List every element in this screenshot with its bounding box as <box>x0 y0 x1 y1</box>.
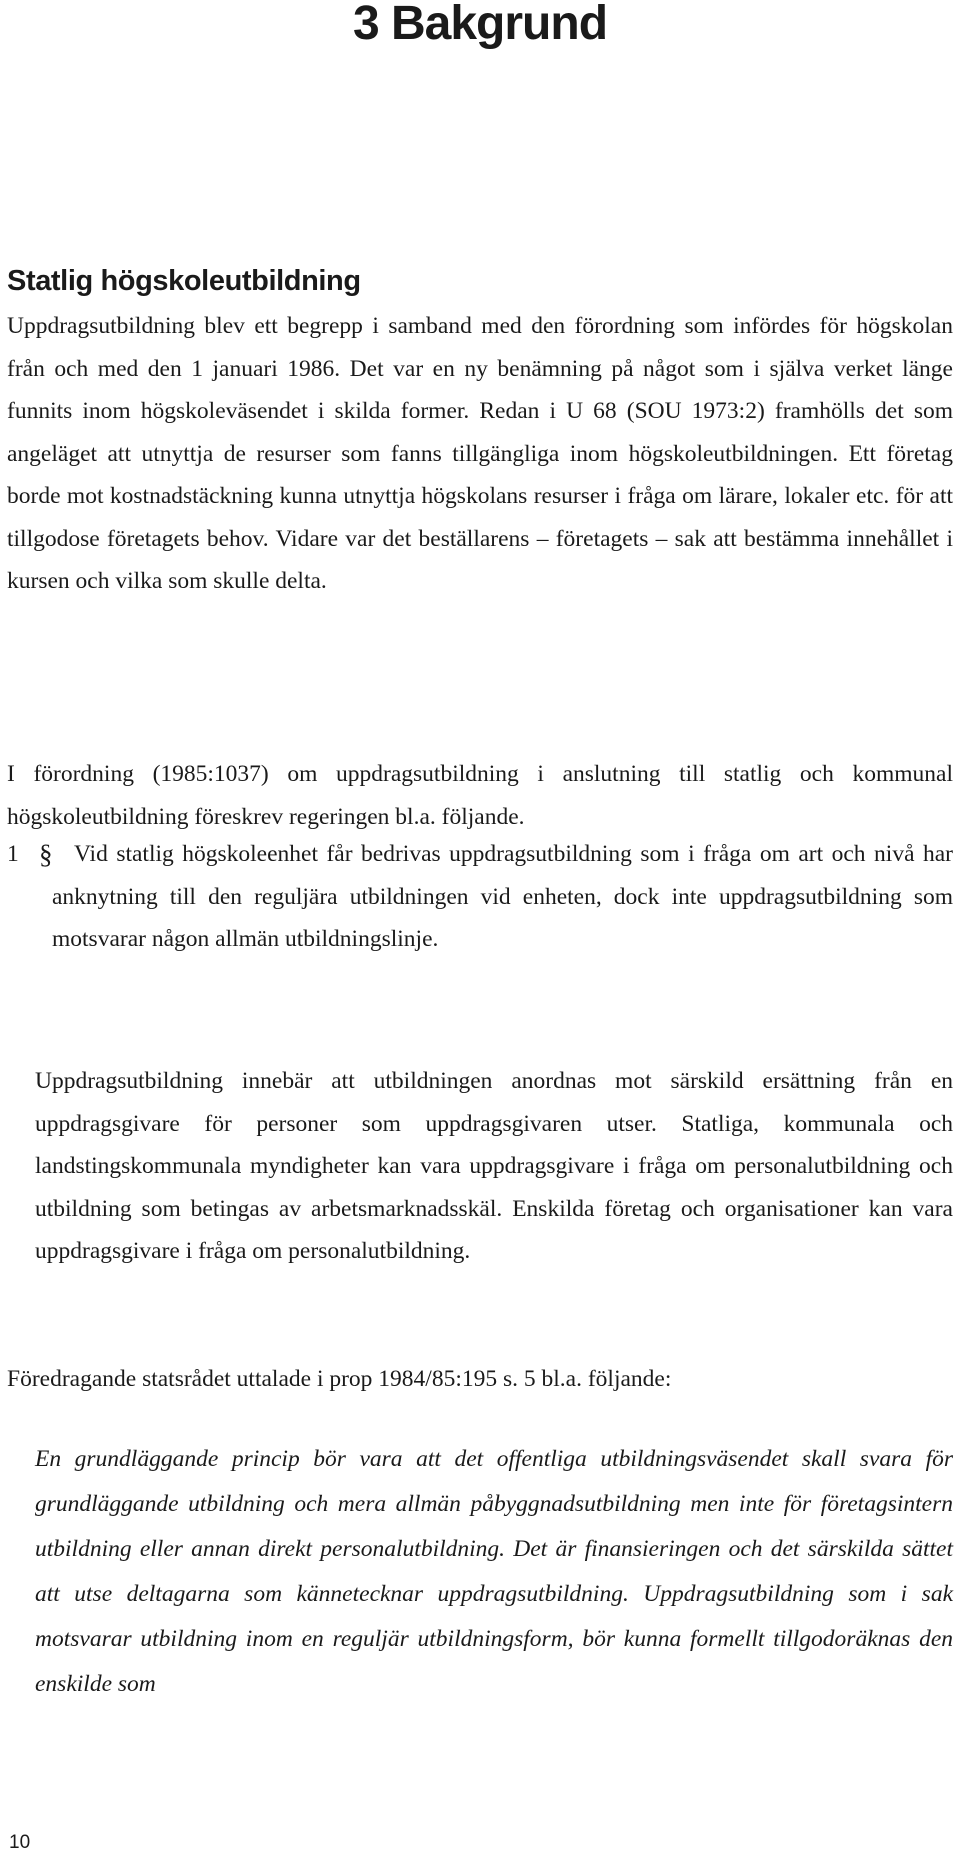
chapter-title: 3 Bakgrund <box>352 0 608 50</box>
page-number: 10 <box>9 1832 31 1853</box>
section-sign-icon: § <box>39 839 53 869</box>
statute-number: 1 <box>7 841 19 867</box>
block-quote: En grundläggande princip bör vara att det offentliga utbildningsväsendet skall svara för grundläggande utbildning och mera allmän påbyggnadsutbildning men inte för företagsintern utbildning eller annan direkt personalutbildning. Det är finansieringen och det särskilda sättet att utse deltagarna som kännetecknar uppdragsutbildning. Uppdragsutbildning som i sak motsvarar utbildning inom en reguljär utbildningsform, bör kunna formellt tillgodoräknas den enskilde som <box>35 1446 953 1697</box>
paragraph-definition: Uppdragsutbildning innebär att utbildningen anordnas mot särskild ersättning från en uppdragsgivare för personer som uppdragsgivaren utser. Statliga, kommunala och landstingskommunala myndigheter kan vara uppdragsgivare i fråga om personalutbildning och utbildning som betingas av arbetsmarknadsskäl. Enskilda företag och organisationer kan vara uppdragsgivare i fråga om personalutbildning. <box>35 1068 953 1264</box>
paragraph-proposition-intro: Föredragande statsrådet uttalade i prop 1984/85:195 s. 5 bl.a. följande: <box>7 1366 672 1392</box>
paragraph-ordinance-intro: I förordning (1985:1037) om uppdragsutbildning i anslutning till statlig och kommunal högskoleutbildning föreskrev regeringen bl.a. följande. <box>7 761 953 830</box>
statute-text: Vid statlig högskoleenhet får bedrivas uppdragsutbildning som i fråga om art och nivå har anknytning till den reguljära utbildningen vid enheten, dock inte uppdragsutbildning som motsvarar någon allmän utbildningslinje. <box>52 841 953 952</box>
section-heading: Statlig högskoleutbildning <box>7 265 361 297</box>
paragraph-background: Uppdragsutbildning blev ett begrepp i samband med den förordning som infördes för högskolan från och med den 1 januari 1986. Det var en ny benämning på något som i själva verket länge funnits inom högskoleväsendet i skilda former. Redan i U 68 (SOU 1973:2) framhölls det som angeläget att utnyttja de resurser som fanns tillgängliga inom högskoleutbildningen. Ett företag borde mot kostnadstäckning kunna utnyttja högskolans resurser i fråga om lärare, lokaler etc. för att tillgodose företagets behov. Vidare var det beställarens – företagets – sak att bestämma innehållet i kursen och vilka som skulle delta. <box>7 313 953 594</box>
